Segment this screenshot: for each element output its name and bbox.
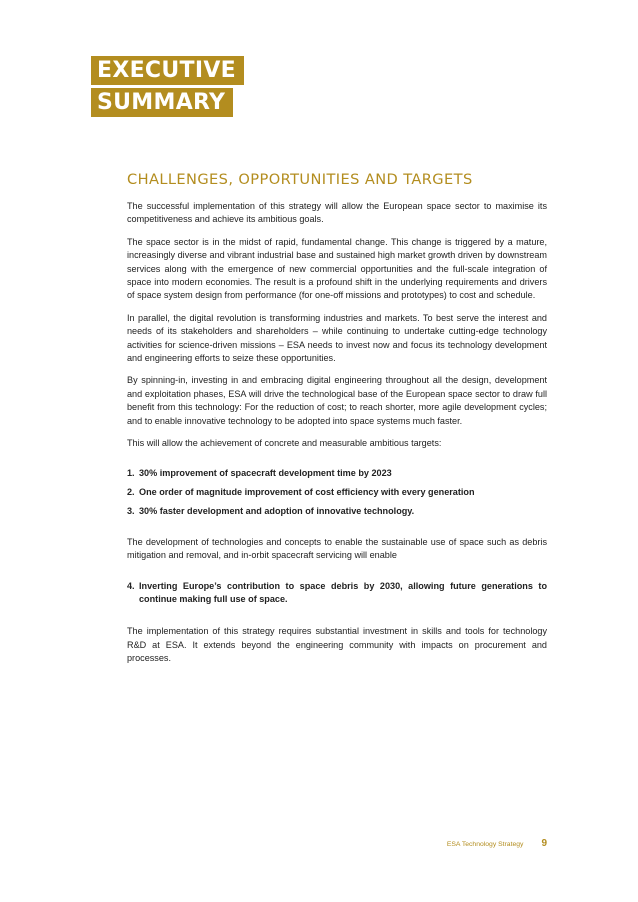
- paragraph-closing: The implementation of this strategy requires substantial investment in skills and tools for technology R&D at ESA. It extends beyond the engineering community with impacts on procurement and processes.: [127, 626, 547, 664]
- list-item-text: One order of magnitude improvement of cost efficiency with every generation: [139, 486, 475, 497]
- page-number: 9: [541, 838, 547, 849]
- section-heading: CHALLENGES, OPPORTUNITIES AND TARGETS: [127, 171, 473, 188]
- title-line-summary: SUMMARY: [91, 88, 233, 117]
- page-title: [91, 56, 244, 120]
- main-content: [127, 170, 547, 675]
- list-item: [127, 505, 547, 518]
- title-line-executive: EXECUTIVE: [91, 56, 244, 85]
- targets-list: [127, 467, 547, 519]
- list-item-number: 3.: [127, 506, 135, 517]
- paragraph-sustainability: The development of technologies and concepts to enable the sustainable use of space such as debris mitigation and removal, and in-orbit spacecraft servicing will enable: [127, 536, 547, 561]
- list-item-text: 30% faster development and adoption of innovative technology.: [139, 506, 415, 517]
- list-item-number: 2.: [127, 486, 135, 497]
- target-4: [127, 580, 547, 607]
- list-item-text: 30% improvement of spacecraft development time by 2023: [139, 467, 392, 478]
- list-item: [127, 467, 547, 480]
- paragraph-intro: The successful implementation of this strategy will allow the European space sector to maximise its competitiveness and achieve its ambitious goals.: [127, 201, 547, 225]
- footer-publication-title: ESA Technology Strategy: [446, 841, 524, 848]
- list-item: [127, 486, 547, 499]
- list-item-text: Inverting Europe’s contribution to space debris by 2030, allowing future generations to continue making full use of space.: [139, 580, 547, 604]
- paragraph-digital-revolution: In parallel, the digital revolution is transforming industries and markets. To best serve the interest and needs of its stakeholders and shareholders – while continuing to undertake cutting-edge technology activities for science-driven missions – ESA needs to invest now and focus its technology development and engineering efforts to seize these opportunities.: [127, 312, 547, 364]
- paragraph-space-sector: The space sector is in the midst of rapid, fundamental change. This change is triggered by a mature, increasingly diverse and vibrant industrial base and sustained high market growth driven by downstream services along with the emergence of new commercial opportunities and the full-scale integration of space into modern economies. The result is a profound shift in the underlying requirements and drivers of space system design from performance (for one-off missions and prototypes) to cost and schedule.: [127, 236, 547, 301]
- paragraph-digital-engineering: By spinning-in, investing in and embracing digital engineering throughout all the design, development and exploitation phases, ESA will drive the technological base of the European space sector to draw full benefit from this technology: For the reduction of cost; to reach shorter, more agile development cycles; and to enable innovative technology to be adopted into space systems much faster.: [127, 375, 547, 426]
- paragraph-targets-intro: This will allow the achievement of concrete and measurable ambitious targets:: [127, 438, 442, 449]
- list-item-number: 4.: [127, 580, 135, 591]
- list-item-number: 1.: [127, 467, 135, 478]
- page-footer: [420, 838, 547, 849]
